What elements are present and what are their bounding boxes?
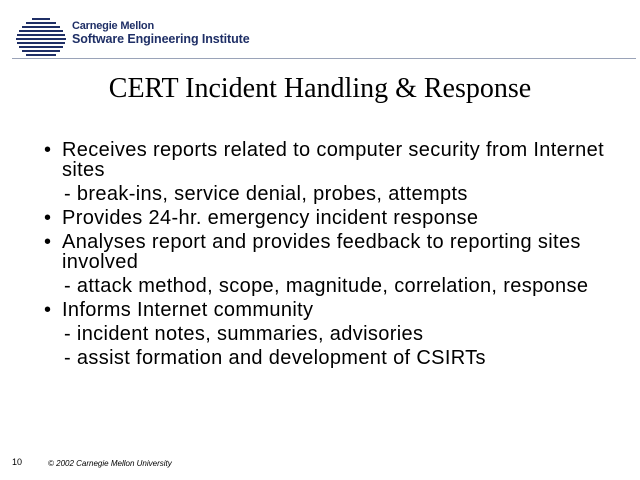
bullet-dot-icon: • (44, 231, 52, 253)
sub-bullet-item (44, 348, 634, 368)
sub-bullet-item (44, 324, 634, 344)
sub-bullet-text: - attack method, scope, magnitude, correlation, response (64, 275, 589, 297)
cmu-logo-icon (14, 18, 68, 58)
copyright-notice: © 2002 Carnegie Mellon University (48, 459, 172, 468)
page-number: 10 (12, 457, 23, 467)
bullet-item (44, 208, 634, 228)
bullet-text: Analyses report and provides feedback to reporting sites involved (62, 231, 581, 273)
bullet-item (44, 300, 634, 320)
bullet-item (44, 140, 634, 180)
logo-line-2: Software Engineering Institute (72, 31, 250, 46)
bullet-text: Provides 24-hr. emergency incident response (62, 207, 479, 229)
logo-text (72, 21, 250, 46)
logo-line-1: Carnegie Mellon (72, 20, 154, 32)
bullet-text: Receives reports related to computer security from Internet sites (62, 139, 604, 181)
sub-bullet-item (44, 184, 634, 204)
bullet-item (44, 232, 634, 272)
header-divider (12, 58, 636, 59)
bullet-list (44, 140, 634, 372)
bullet-dot-icon: • (44, 207, 52, 229)
bullet-dot-icon: • (44, 139, 52, 161)
sub-bullet-item (44, 276, 634, 296)
sei-logo (14, 16, 254, 60)
sub-bullet-text: - incident notes, summaries, advisories (64, 323, 424, 345)
bullet-dot-icon: • (44, 299, 52, 321)
bullet-text: Informs Internet community (62, 299, 314, 321)
sub-bullet-text: - assist formation and development of CSIRTs (64, 347, 486, 369)
sub-bullet-text: - break-ins, service denial, probes, attempts (64, 183, 468, 205)
slide-title: CERT Incident Handling & Response (108, 73, 532, 104)
